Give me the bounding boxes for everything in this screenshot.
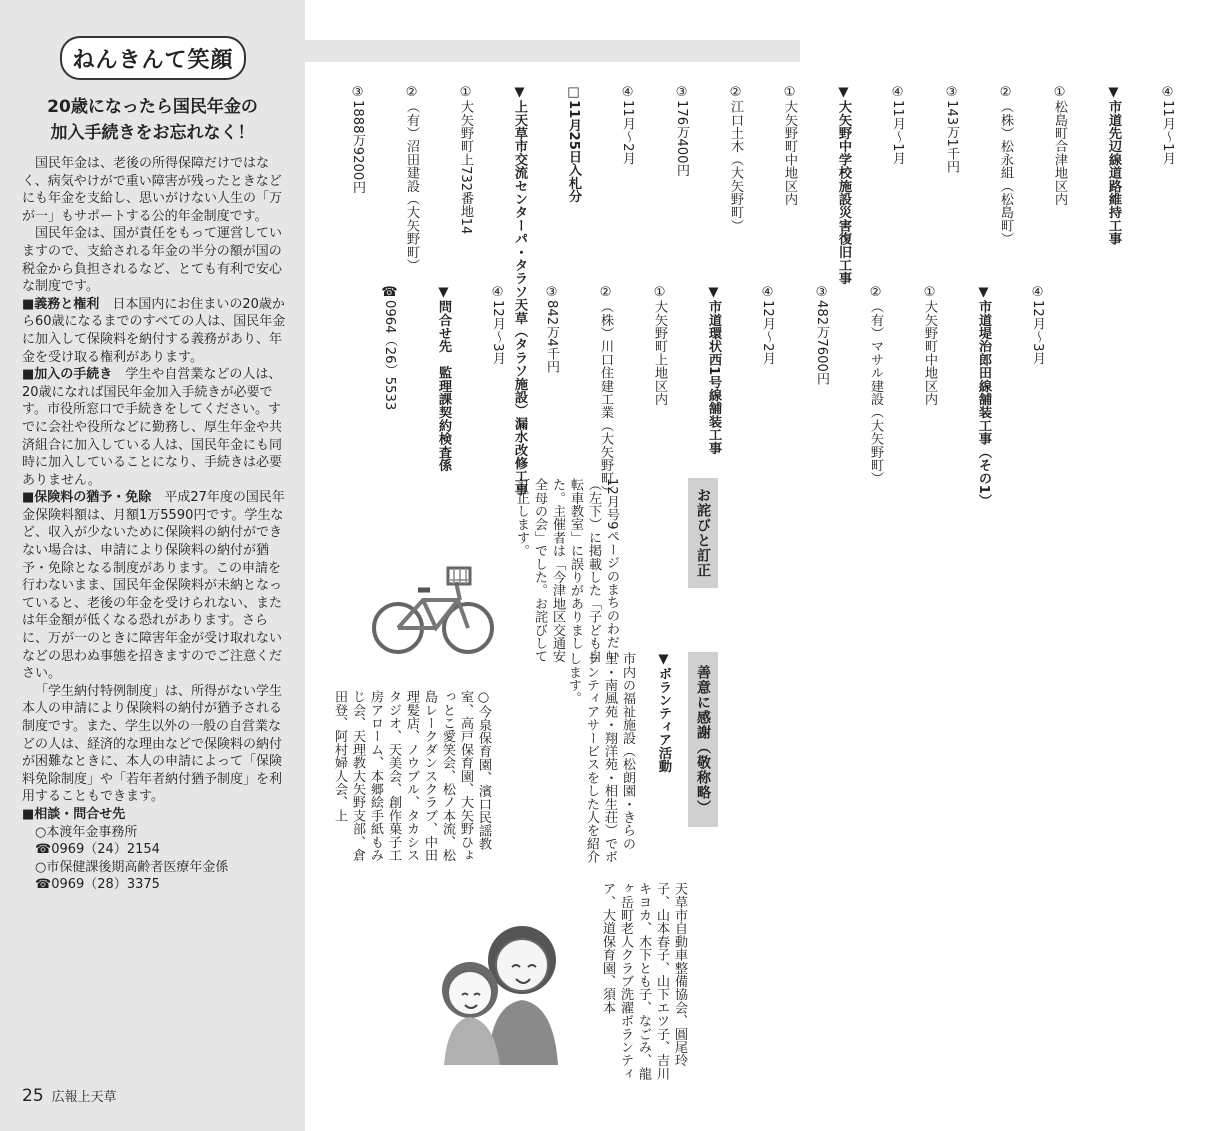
para-1: 国民年金は、老後の所得保障だけではなく、病気やけがで重い障害が残ったときなどにも年金を支給し、思いがけない人生の「万が一」もサポートする公的年金制度です。 (22, 156, 283, 224)
contact-1: ○本渡年金事務所 (35, 824, 138, 840)
bid-line: ☎0964（26）5533 (382, 285, 397, 411)
nenkin-logo: ねんきんて笑顔 (60, 36, 246, 80)
section-contact-head (22, 806, 290, 824)
bid-line: ①大矢野町中地区内 (782, 85, 797, 206)
bid-line: ▼大矢野中学校施設災害復旧工事 (836, 85, 851, 285)
section-exempt-text-2: 「学生納付特例制度」は、所得がない学生本人の申請により保険料の納付が猶予される制度です。また、学生以外の一般の自営業などの人は、経済的な理由などで保険料の納付が困難なときに、本人の申請によって「保険料免除制度」や「若年者納付猶予制度」を利用することもできます。 (22, 683, 283, 805)
bicycle-illustration (368, 560, 498, 660)
thanks-text: 市内の福祉施設（松朗園・きらの里・南風苑・翔洋苑・相生荘）でボランティアサービスをした人を紹介します。 (566, 652, 635, 864)
bid-line: ③1888万9200円 (350, 85, 365, 194)
bid-line: ①松島町合津地区内 (1052, 85, 1067, 206)
thanks-list-2: 天草市自動車整備協会、圓尾玲子、山本春子、山下エツ子、吉川キヨカ、木下とも子、なごみ、龍ヶ岳町老人クラブ洗濯ボランティア、大道保育園、須本 (600, 882, 687, 1080)
bid-line: ▼市道環状西1号線舗装工事 (706, 285, 721, 455)
bid-line: ▼市道堤治郎田線舗装工事（その1） (976, 285, 991, 508)
bid-line: ④12月〜3月 (490, 285, 505, 365)
thanks-volunteer-head: ▼ボランティア活動 (656, 652, 671, 773)
correction-text: 12月号9ページのまちのわだい（左下）に掲載した「子ども自転車教室」に誤りがありました。主催者は「今津地区交通安全母の会」でした。お詫びして訂正します。 (514, 478, 619, 663)
article-title (20, 94, 285, 146)
article-body (22, 155, 290, 894)
publication-name: 広報上天草 (51, 1090, 117, 1105)
bid-line: ②江口土木（大矢野町） (728, 85, 743, 232)
bid-line: ④11月〜2月 (620, 85, 635, 165)
para-2: 国民年金は、国が責任をもって運営していますので、支給される年金の半分の額が国の税金から負担されるなど、とても有利で安心な制度です。 (22, 226, 283, 295)
bid-line: ④11月〜1月 (1160, 85, 1175, 165)
bid-line: ①大矢野町中地区内 (922, 285, 937, 406)
contact-head-text: ■相談・問合せ先 (22, 806, 126, 822)
thanks-list: ○今泉保育園、濱口民謡教室、高戸保育園、大矢野ひょっとこ愛笑会、松ノ本流、松島レークダンスクラブ、中田理髪店、ノウブル、タカシスタジオ、天美会、創作菓子工房アローム、本郷絵手紙もみじ会、天理教大矢野支部、倉田登、阿村婦人会、上 (332, 690, 491, 862)
bid-line: ②（株）川口住建工業（大矢野町） (598, 285, 613, 498)
contact-1-tel: ☎0969（24）2154 (35, 842, 160, 858)
bid-line: ③176万400円 (674, 85, 689, 177)
bid-line: ②（有）沼田建設（大矢野町） (404, 85, 419, 272)
contact-2: ○市保健課後期高齢者医療年金係 (35, 859, 229, 875)
contact-2-tel: ☎0969（28）3375 (35, 877, 160, 893)
section-duty (22, 296, 290, 366)
bid-line: ②（株）松永組（松島町） (998, 85, 1013, 246)
thanks-header: 善意に感謝（敬称略） (688, 652, 718, 827)
correction-header: お詫びと訂正 (688, 478, 718, 588)
bid-line: ②（有）マサル建設（大矢野町） (868, 285, 883, 485)
bid-line: ①大矢野町上732番地14 (458, 85, 473, 235)
section-duty-head: ■義務と権利 (22, 296, 100, 312)
bid-line: ④12月〜3月 (1030, 285, 1045, 365)
page-number: 25 (22, 1086, 44, 1106)
bid-line: ▼上天草市交流センターパ・タラソ天草（タラソ施設）漏水改修工事 (512, 85, 527, 496)
bid-line: ①大矢野町上地区内 (652, 285, 667, 406)
bid-line: ③143万1千円 (944, 85, 959, 174)
bid-line: ③482万7600円 (814, 285, 829, 386)
section-enroll (22, 366, 290, 489)
bid-line: ④12月〜2月 (760, 285, 775, 365)
title-line-2: 加入手続きをお忘れなく！ (50, 123, 255, 143)
section-enroll-text: 学生や自営業などの人は、20歳になれば国民年金加入手続きが必要です。市役所窓口で手続きをしてください。すでに会社や役所などに勤務し、厚生年金や共済組合に加入している人は、国民年金にも同時に加入していることになり、手続きは必要ありません。 (22, 367, 283, 488)
bid-line: ▼問合せ先 監理課契約検査係 (436, 285, 451, 472)
top-band (305, 40, 800, 62)
parent-child-illustration (430, 905, 580, 1065)
bid-line: ▼市道先辺線道路維持工事 (1106, 85, 1121, 246)
title-line-1: 20歳になったら国民年金の (47, 97, 258, 117)
section-exempt (22, 489, 290, 683)
section-enroll-head: ■加入の手続き (22, 367, 113, 383)
section-duty-text: 日本国内にお住まいの20歳から60歳になるまでのすべての人は、国民年金に加入して保険料を納付する義務があり、年金を受け取る権利があります。 (22, 296, 286, 365)
bid-line: ③842万4千円 (544, 285, 559, 374)
bid-col-left (362, 285, 1082, 510)
bid-line: □11月25日入札分 (566, 85, 581, 203)
bid-line: ④11月〜1月 (890, 85, 905, 165)
section-exempt-head: ■保険料の猶予・免除 (22, 490, 152, 506)
page-footer (22, 1086, 117, 1106)
section-exempt-text: 平成27年度の国民年金保険料額は、月額1万5590円です。学生など、収入が少ないために保険料の納付ができない場合は、申請により保険料の納付が猶予・免除となる制度があります。この申請を行わないまま、国民年金保険料が未納となっていると、老後の年金を受けられない、または年金額が低くなる恐れがあります。さらに、万が一のときに障害年金が受け取れないなどの思わぬ事態を招きますのでご注意ください。 (22, 490, 285, 682)
